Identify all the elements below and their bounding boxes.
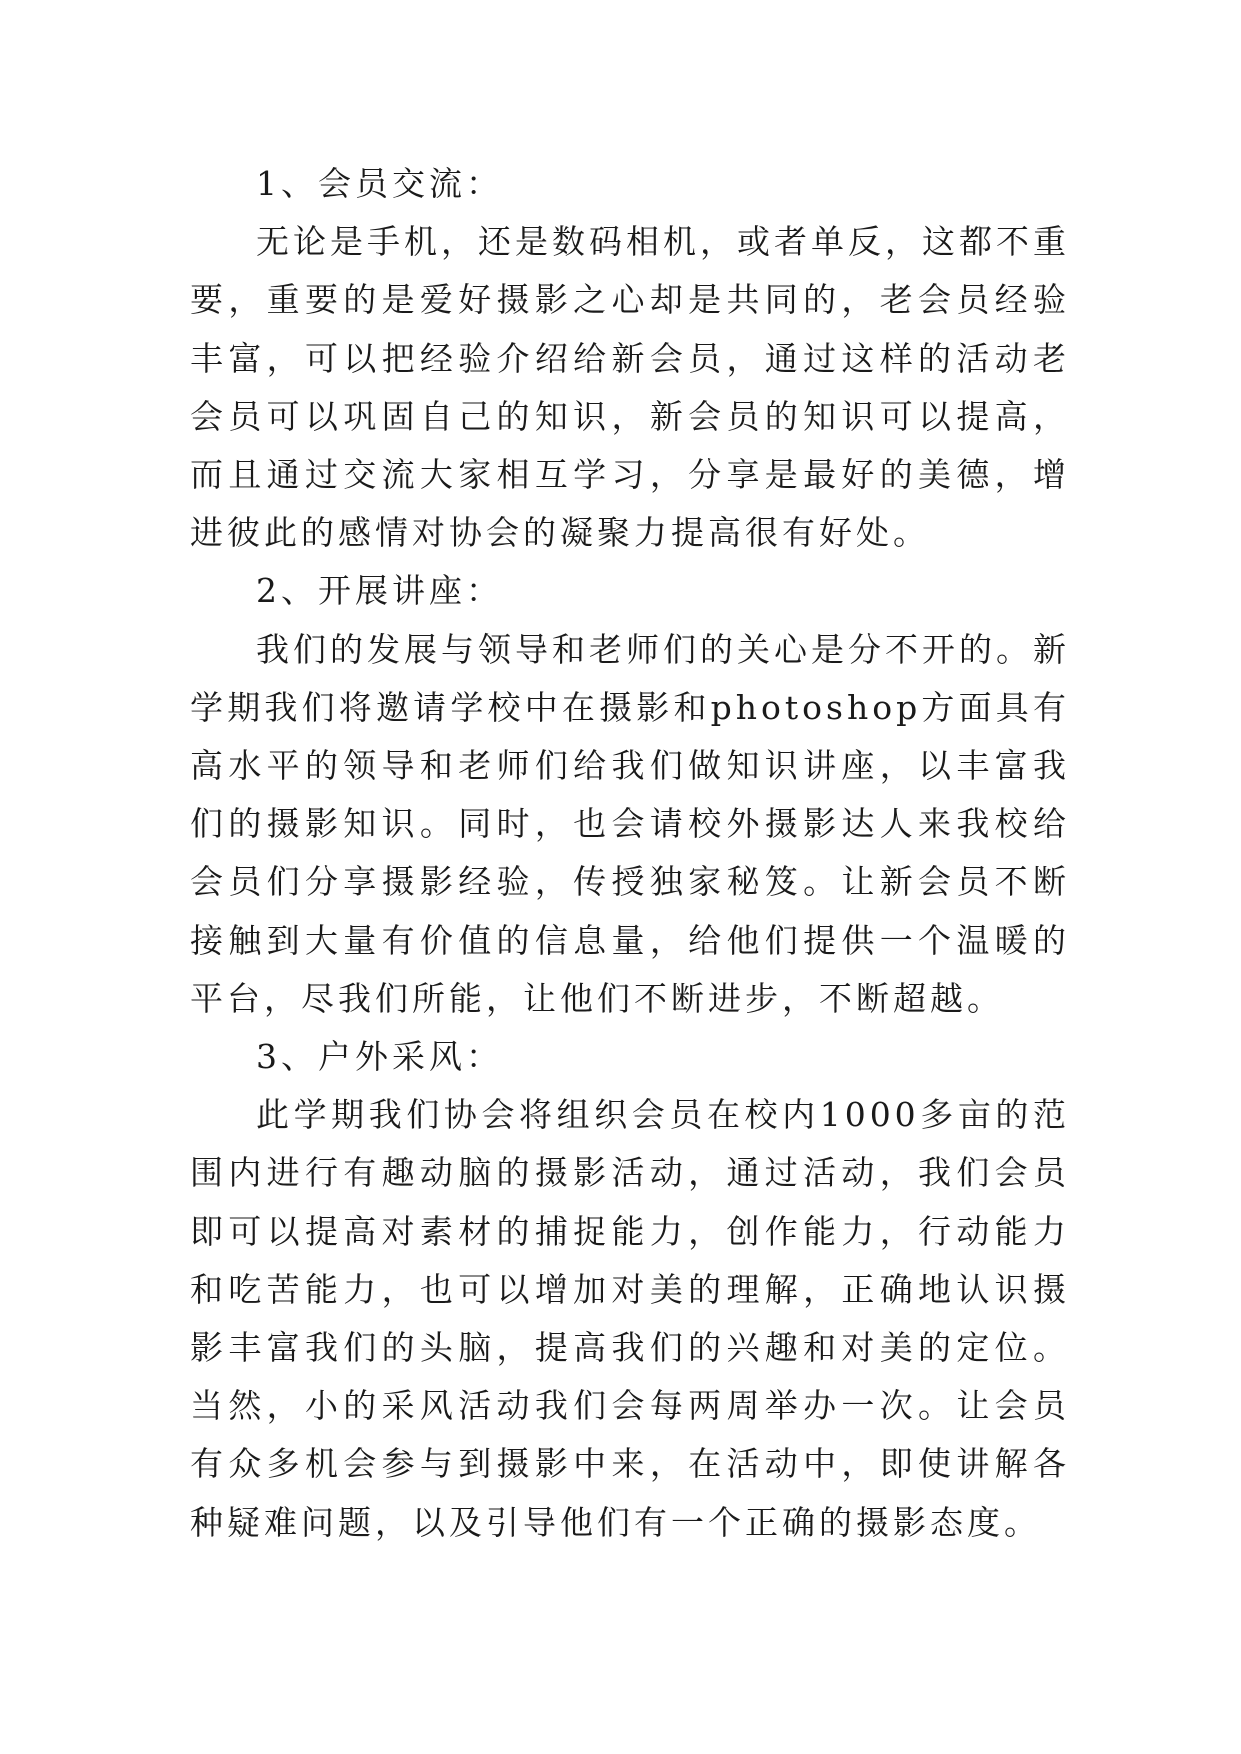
paragraph-outdoor: 此学期我们协会将组织会员在校内1000多亩的范围内进行有趣动脑的摄影活动，通过活动，我们会员即可以提高对素材的捕捉能力，创作能力，行动能力和吃苦能力，也可以增加对美的理解，正确地认识摄影丰富我们的头脑，提高我们的兴趣和对美的定位。当然，小的采风活动我们会每两周举办一次。让会员有众多机会参与到摄影中来，在活动中，即使讲解各种疑难问题，以及引导他们有一个正确的摄影态度。: [190, 1095, 1070, 1542]
paragraph-member-exchange: 无论是手机，还是数码相机，或者单反，这都不重要，重要的是爱好摄影之心却是共同的，老会员经验丰富，可以把经验介绍给新会员，通过这样的活动老会员可以巩固自己的知识，新会员的知识可以提高，而且通过交流大家相互学习，分享是最好的美德，增进彼此的感情对协会的凝聚力提高很有好处。: [190, 222, 1070, 553]
section-heading-member-exchange: 1、会员交流：: [256, 164, 503, 203]
section-heading-lectures: 2、开展讲座：: [256, 571, 503, 611]
section-heading-outdoor: 3、户外采风：: [256, 1037, 503, 1077]
document-body: [190, 155, 1070, 1552]
paragraph-lectures: 我们的发展与领导和老师们的关心是分不开的。新学期我们将邀请学校中在摄影和photoshop方面具有高水平的领导和老师们给我们做知识讲座，以丰富我们的摄影知识。同时，也会请校外摄影达人来我校给会员们分享摄影经验，传授独家秘笈。让新会员不断接触到大量有价值的信息量，给他们提供一个温暖的平台，尽我们所能，让他们不断进步，不断超越。: [190, 629, 1070, 1018]
